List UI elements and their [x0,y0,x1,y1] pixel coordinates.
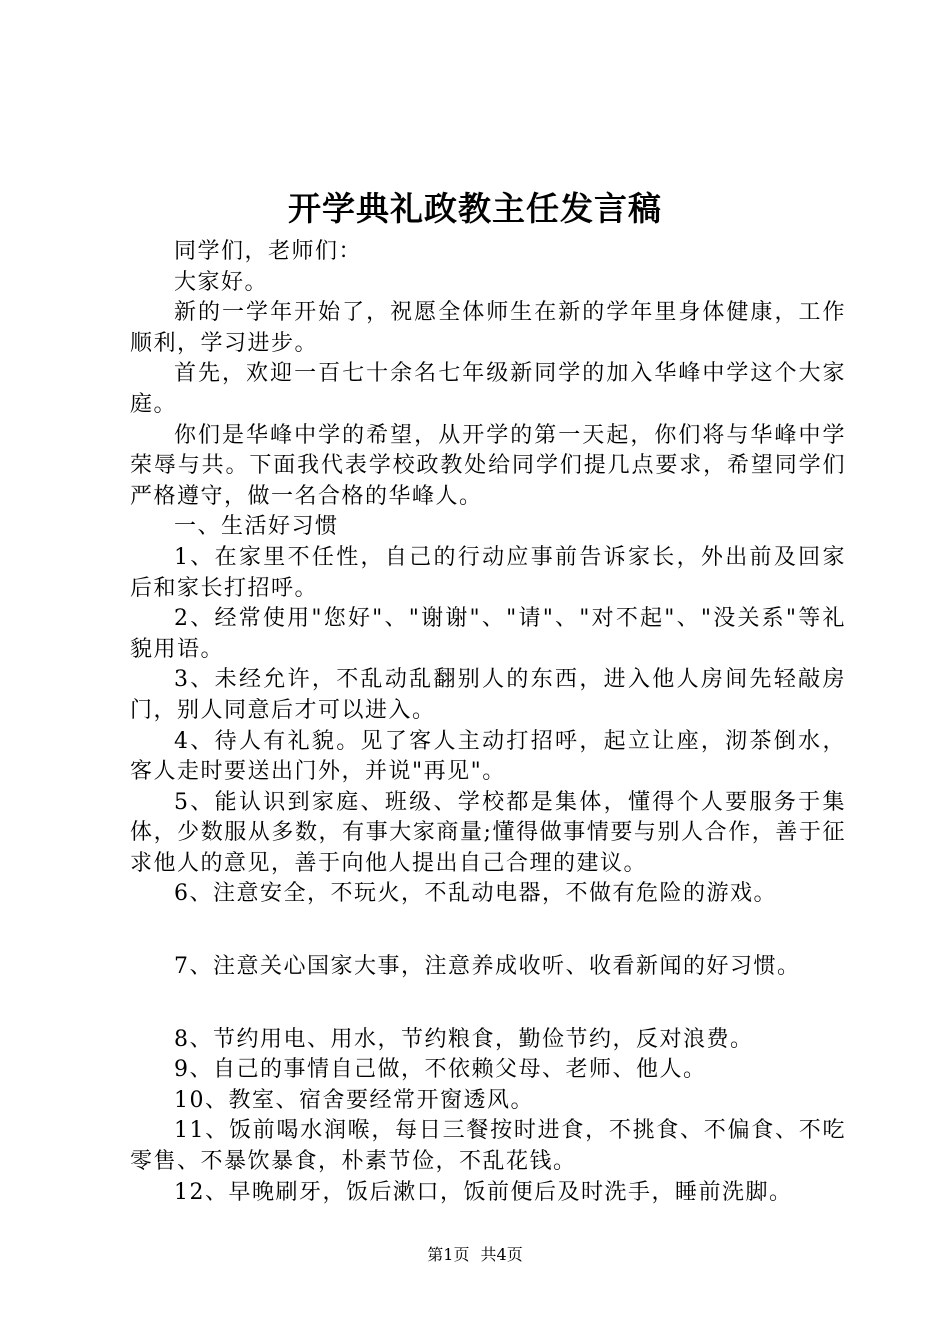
page-total: 共4页 [480,1245,523,1264]
paragraph-hello: 大家好。 [174,269,269,295]
list-item: 5、能认识到家庭、班级、学校都是集体，懂得个人要服务于集体，少数服从多数，有事大家商量;懂得做事情要与别人合作，善于征求他人的意见，善于向他人提出自己合理的建议。 [130,789,846,876]
paragraph: 新的一学年开始了，祝愿全体师生在新的学年里身体健康，工作顺利，学习进步。 [130,300,846,356]
page-footer [0,1243,950,1267]
paragraph: 首先，欢迎一百七十余名七年级新同学的加入华峰中学这个大家庭。 [130,361,846,417]
document-title: 开学典礼政教主任发言稿 [288,189,662,228]
paragraph: 你们是华峰中学的希望，从开学的第一天起，你们将与华峰中学荣辱与共。下面我代表学校政教处给同学们提几点要求，希望同学们严格遵守，做一名合格的华峰人。 [130,422,846,509]
section-heading: 一、生活好习惯 [174,514,339,540]
list-item: 12、早晚刷牙，饭后漱口，饭前便后及时洗手，睡前洗脚。 [174,1179,793,1205]
page-number: 第1页 [427,1245,470,1264]
list-item: 10、教室、宿舍要经常开窗透风。 [174,1087,534,1113]
list-item: 7、注意关心国家大事，注意养成收听、收看新闻的好习惯。 [174,954,801,980]
list-item: 9、自己的事情自己做，不依赖父母、老师、他人。 [174,1057,707,1083]
list-item: 3、未经允许，不乱动乱翻别人的东西，进入他人房间先轻敲房门，别人同意后才可以进入。 [130,667,846,723]
list-item: 11、饭前喝水润喉，每日三餐按时进食，不挑食、不偏食、不吃零售、不暴饮暴食，朴素节俭，不乱花钱。 [130,1118,846,1175]
list-item: 1、在家里不任性，自己的行动应事前告诉家长，外出前及回家后和家长打招呼。 [130,544,846,601]
list-item: 2、经常使用"您好"、"谢谢"、"请"、"对不起"、"没关系"等礼貌用语。 [130,606,846,662]
document-body [130,237,846,1208]
list-item: 4、待人有礼貌。见了客人主动打招呼，起立让座，沏茶倒水，客人走时要送出门外，并说"再见"。 [130,728,846,785]
list-item: 8、节约用电、用水，节约粮食，勤俭节约，反对浪费。 [174,1026,754,1052]
paragraph-greeting: 同学们，老师们： [174,239,363,264]
list-item: 6、注意安全，不玩火，不乱动电器，不做有危险的游戏。 [174,881,777,907]
